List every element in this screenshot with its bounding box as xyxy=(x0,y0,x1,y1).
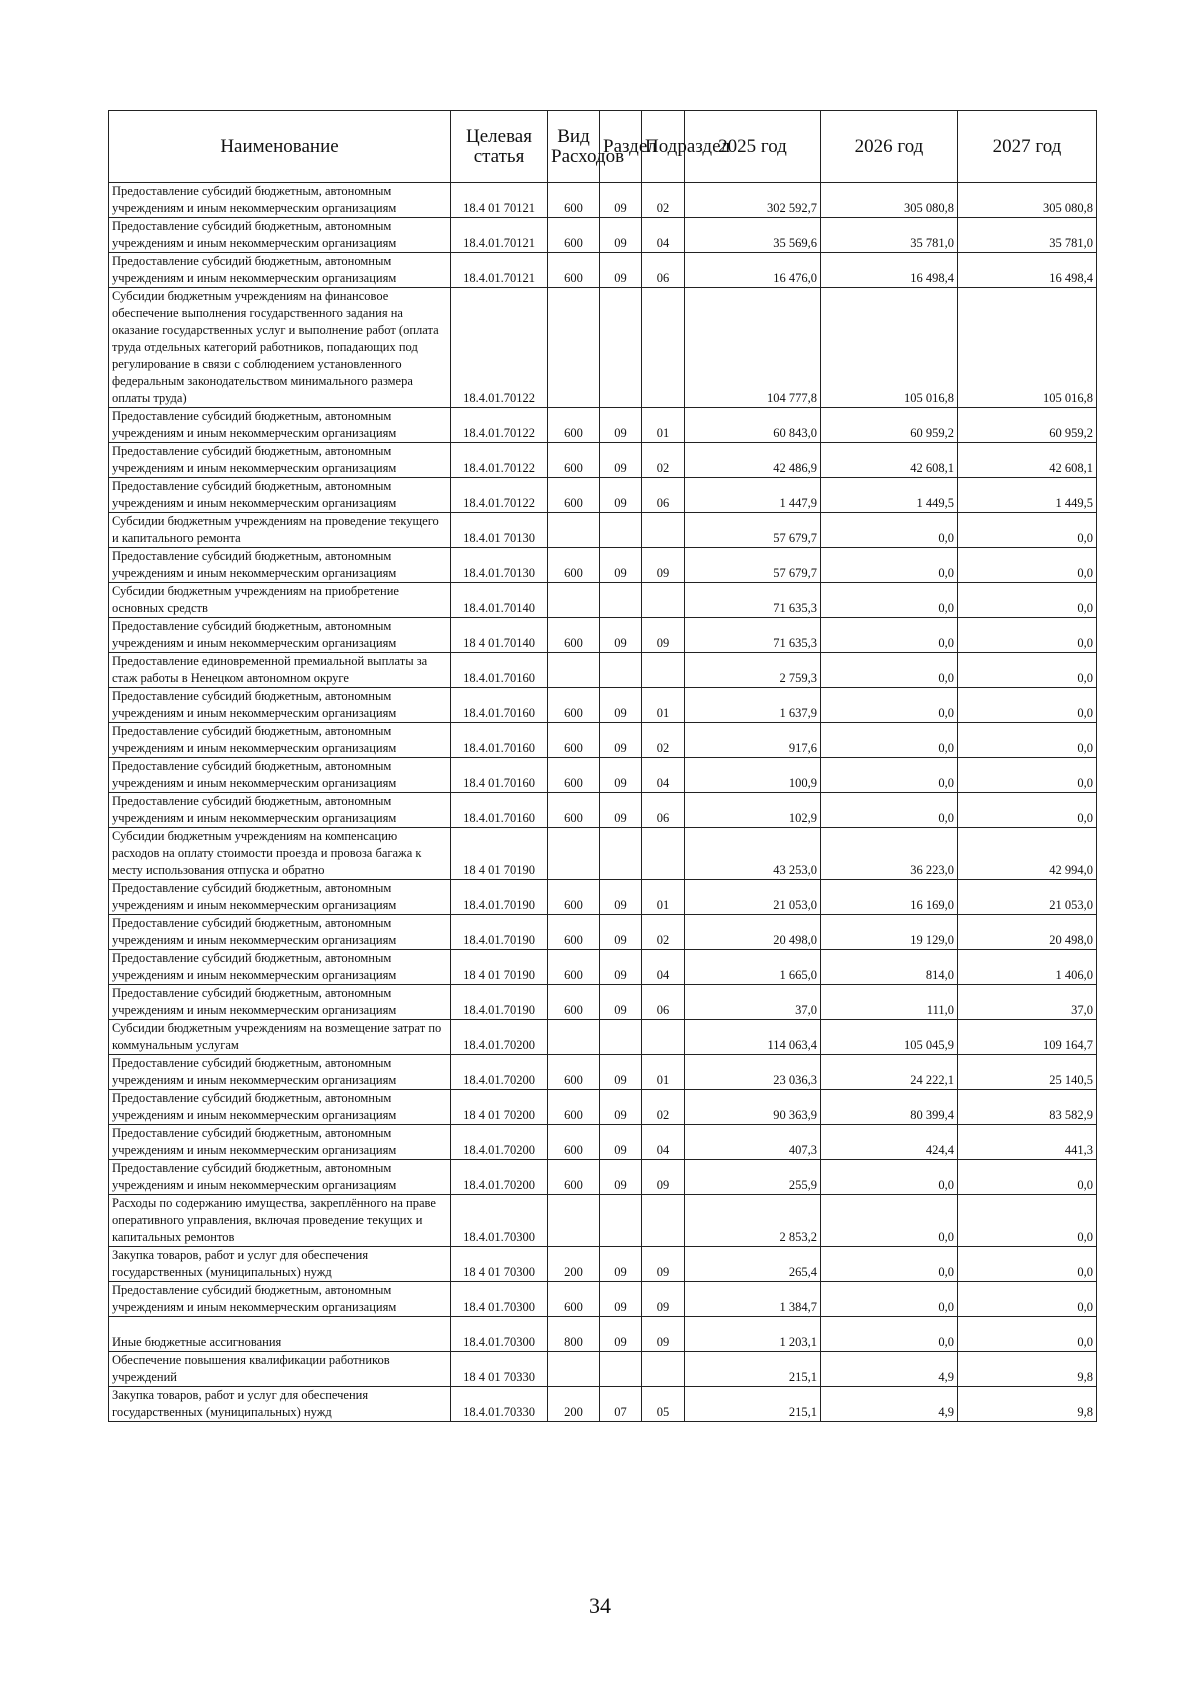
row-amount-2026: 0,0 xyxy=(821,548,958,583)
row-subsection: 05 xyxy=(642,1387,685,1422)
row-expense-type: 600 xyxy=(548,183,600,218)
row-amount-2026: 0,0 xyxy=(821,1195,958,1247)
row-amount-2026: 42 608,1 xyxy=(821,443,958,478)
row-amount-2025: 20 498,0 xyxy=(685,915,821,950)
row-name: Субсидии бюджетным учреждениям на финансовое обеспечение выполнения государственного задания на оказание государственных услуг и выполнение работ (оплата труда отдельных категорий работников, попадающих под регулирование в связи с соблюдением установленного федеральным законодательством минимального размера оплаты труда) xyxy=(109,288,451,408)
row-amount-2025: 42 486,9 xyxy=(685,443,821,478)
row-target-article: 18.4.01.70160 xyxy=(451,653,548,688)
row-amount-2027: 9,8 xyxy=(958,1387,1097,1422)
row-target-article: 18.4.01.70190 xyxy=(451,915,548,950)
row-target-article: 18.4.01 70130 xyxy=(451,513,548,548)
row-expense-type xyxy=(548,1195,600,1247)
row-name: Предоставление субсидий бюджетным, автономным учреждениям и иным некоммерческим организациям xyxy=(109,183,451,218)
row-name: Предоставление субсидий бюджетным, автономным учреждениям и иным некоммерческим организациям xyxy=(109,1160,451,1195)
row-name: Предоставление субсидий бюджетным, автономным учреждениям и иным некоммерческим организациям xyxy=(109,1125,451,1160)
row-target-article: 18.4.01.70190 xyxy=(451,880,548,915)
row-amount-2025: 43 253,0 xyxy=(685,828,821,880)
row-section: 09 xyxy=(600,1282,642,1317)
row-target-article: 18.4.01.70122 xyxy=(451,288,548,408)
row-name: Предоставление субсидий бюджетным, автономным учреждениям и иным некоммерческим организациям xyxy=(109,478,451,513)
row-amount-2026: 814,0 xyxy=(821,950,958,985)
table-row xyxy=(109,253,1097,288)
table-row xyxy=(109,478,1097,513)
row-amount-2025: 2 759,3 xyxy=(685,653,821,688)
row-target-article: 18.4 01.70300 xyxy=(451,1282,548,1317)
row-amount-2026: 16 498,4 xyxy=(821,253,958,288)
row-amount-2026: 0,0 xyxy=(821,793,958,828)
table-row xyxy=(109,828,1097,880)
row-name: Предоставление субсидий бюджетным, автономным учреждениям и иным некоммерческим организациям xyxy=(109,1090,451,1125)
row-target-article: 18 4 01 70190 xyxy=(451,950,548,985)
row-subsection: 01 xyxy=(642,880,685,915)
row-amount-2026: 4,9 xyxy=(821,1387,958,1422)
table-row xyxy=(109,723,1097,758)
row-amount-2027: 83 582,9 xyxy=(958,1090,1097,1125)
row-expense-type: 600 xyxy=(548,1125,600,1160)
row-amount-2026: 424,4 xyxy=(821,1125,958,1160)
header-year-2025: 2025 год xyxy=(685,111,821,183)
row-amount-2026: 0,0 xyxy=(821,688,958,723)
row-amount-2027: 25 140,5 xyxy=(958,1055,1097,1090)
row-target-article: 18.4.01.70122 xyxy=(451,408,548,443)
row-name: Обеспечение повышения квалификации работников учреждений xyxy=(109,1352,451,1387)
row-name: Субсидии бюджетным учреждениям на возмещение затрат по коммунальным услугам xyxy=(109,1020,451,1055)
table-row xyxy=(109,288,1097,408)
row-expense-type: 600 xyxy=(548,688,600,723)
row-name: Предоставление субсидий бюджетным, автономным учреждениям и иным некоммерческим организациям xyxy=(109,793,451,828)
row-name: Предоставление субсидий бюджетным, автономным учреждениям и иным некоммерческим организациям xyxy=(109,950,451,985)
row-section: 09 xyxy=(600,1090,642,1125)
row-target-article: 18 4 01 70190 xyxy=(451,828,548,880)
row-amount-2027: 9,8 xyxy=(958,1352,1097,1387)
row-amount-2026: 60 959,2 xyxy=(821,408,958,443)
row-name: Предоставление субсидий бюджетным, автономным учреждениям и иным некоммерческим организациям xyxy=(109,548,451,583)
row-section: 09 xyxy=(600,1125,642,1160)
row-target-article: 18.4.01.70160 xyxy=(451,688,548,723)
row-expense-type: 600 xyxy=(548,1160,600,1195)
row-amount-2027: 1 449,5 xyxy=(958,478,1097,513)
row-name: Расходы по содержанию имущества, закреплённого на праве оперативного управления, включая проведение текущих и капитальных ремонтов xyxy=(109,1195,451,1247)
row-target-article: 18.4.01.70200 xyxy=(451,1160,548,1195)
row-amount-2027: 441,3 xyxy=(958,1125,1097,1160)
row-amount-2025: 302 592,7 xyxy=(685,183,821,218)
table-row xyxy=(109,880,1097,915)
row-expense-type xyxy=(548,828,600,880)
row-name: Предоставление субсидий бюджетным, автономным учреждениям и иным некоммерческим организациям xyxy=(109,915,451,950)
row-subsection: 09 xyxy=(642,618,685,653)
header-expense-type: Вид Расходов xyxy=(548,111,600,183)
row-section: 09 xyxy=(600,443,642,478)
row-section: 09 xyxy=(600,218,642,253)
row-amount-2025: 1 384,7 xyxy=(685,1282,821,1317)
row-amount-2027: 0,0 xyxy=(958,1195,1097,1247)
row-section: 09 xyxy=(600,950,642,985)
row-amount-2027: 37,0 xyxy=(958,985,1097,1020)
row-section: 09 xyxy=(600,758,642,793)
row-target-article: 18.4.01.70190 xyxy=(451,985,548,1020)
row-target-article: 18.4.01.70200 xyxy=(451,1125,548,1160)
row-expense-type: 600 xyxy=(548,408,600,443)
row-expense-type xyxy=(548,653,600,688)
row-name: Закупка товаров, работ и услуг для обеспечения государственных (муниципальных) нужд xyxy=(109,1387,451,1422)
row-expense-type: 600 xyxy=(548,1055,600,1090)
row-expense-type xyxy=(548,513,600,548)
table-row xyxy=(109,653,1097,688)
row-amount-2026: 0,0 xyxy=(821,513,958,548)
row-section: 09 xyxy=(600,478,642,513)
row-target-article: 18.4.01.70160 xyxy=(451,723,548,758)
row-name: Предоставление субсидий бюджетным, автономным учреждениям и иным некоммерческим организациям xyxy=(109,688,451,723)
row-name: Предоставление субсидий бюджетным, автономным учреждениям и иным некоммерческим организациям xyxy=(109,253,451,288)
row-amount-2027: 109 164,7 xyxy=(958,1020,1097,1055)
row-expense-type xyxy=(548,1020,600,1055)
table-row xyxy=(109,950,1097,985)
row-name: Предоставление единовременной премиальной выплаты за стаж работы в Ненецком автономном округе xyxy=(109,653,451,688)
row-subsection xyxy=(642,1352,685,1387)
row-amount-2027: 0,0 xyxy=(958,1317,1097,1352)
row-expense-type: 600 xyxy=(548,793,600,828)
row-amount-2026: 0,0 xyxy=(821,1247,958,1282)
row-amount-2027: 16 498,4 xyxy=(958,253,1097,288)
row-name: Предоставление субсидий бюджетным, автономным учреждениям и иным некоммерческим организациям xyxy=(109,758,451,793)
row-amount-2027: 105 016,8 xyxy=(958,288,1097,408)
row-amount-2027: 42 994,0 xyxy=(958,828,1097,880)
row-expense-type: 600 xyxy=(548,618,600,653)
row-name: Закупка товаров, работ и услуг для обеспечения государственных (муниципальных) нужд xyxy=(109,1247,451,1282)
table-row xyxy=(109,583,1097,618)
row-amount-2026: 111,0 xyxy=(821,985,958,1020)
row-subsection: 06 xyxy=(642,253,685,288)
table-row xyxy=(109,758,1097,793)
row-expense-type: 200 xyxy=(548,1247,600,1282)
row-amount-2025: 2 853,2 xyxy=(685,1195,821,1247)
header-row xyxy=(109,111,1097,183)
row-target-article: 18.4 01.70160 xyxy=(451,758,548,793)
row-subsection xyxy=(642,653,685,688)
table-row xyxy=(109,513,1097,548)
row-subsection: 02 xyxy=(642,443,685,478)
header-target-article: Целевая статья xyxy=(451,111,548,183)
row-target-article: 18 4 01 70200 xyxy=(451,1090,548,1125)
table-row xyxy=(109,218,1097,253)
row-expense-type: 600 xyxy=(548,548,600,583)
row-amount-2025: 100,9 xyxy=(685,758,821,793)
row-amount-2025: 23 036,3 xyxy=(685,1055,821,1090)
row-section xyxy=(600,288,642,408)
row-subsection: 02 xyxy=(642,183,685,218)
row-name: Предоставление субсидий бюджетным, автономным учреждениям и иным некоммерческим организациям xyxy=(109,618,451,653)
row-amount-2027: 60 959,2 xyxy=(958,408,1097,443)
row-amount-2025: 71 635,3 xyxy=(685,583,821,618)
table-row xyxy=(109,548,1097,583)
table-row xyxy=(109,618,1097,653)
row-subsection: 06 xyxy=(642,478,685,513)
row-amount-2025: 1 637,9 xyxy=(685,688,821,723)
row-amount-2026: 0,0 xyxy=(821,758,958,793)
table-row xyxy=(109,1020,1097,1055)
row-subsection: 06 xyxy=(642,985,685,1020)
row-section: 09 xyxy=(600,688,642,723)
row-expense-type: 600 xyxy=(548,880,600,915)
row-section: 09 xyxy=(600,880,642,915)
row-amount-2026: 0,0 xyxy=(821,653,958,688)
row-name: Субсидии бюджетным учреждениям на приобретение основных средств xyxy=(109,583,451,618)
budget-table xyxy=(108,110,1097,1422)
header-section: Раздел xyxy=(600,111,642,183)
table-row xyxy=(109,688,1097,723)
row-section: 09 xyxy=(600,1055,642,1090)
row-amount-2025: 1 203,1 xyxy=(685,1317,821,1352)
row-amount-2026: 35 781,0 xyxy=(821,218,958,253)
row-target-article: 18.4.01.70121 xyxy=(451,218,548,253)
row-name: Субсидии бюджетным учреждениям на компенсацию расходов на оплату стоимости проезда и провоза багажа к месту использования отпуска и обратно xyxy=(109,828,451,880)
row-amount-2025: 35 569,6 xyxy=(685,218,821,253)
row-subsection xyxy=(642,583,685,618)
row-amount-2025: 104 777,8 xyxy=(685,288,821,408)
row-amount-2027: 0,0 xyxy=(958,1160,1097,1195)
row-amount-2027: 21 053,0 xyxy=(958,880,1097,915)
row-name: Субсидии бюджетным учреждениям на проведение текущего и капитального ремонта xyxy=(109,513,451,548)
row-expense-type: 600 xyxy=(548,723,600,758)
row-amount-2025: 1 665,0 xyxy=(685,950,821,985)
table-row xyxy=(109,793,1097,828)
row-target-article: 18 4 01 70300 xyxy=(451,1247,548,1282)
row-amount-2027: 35 781,0 xyxy=(958,218,1097,253)
row-target-article: 18.4.01.70200 xyxy=(451,1055,548,1090)
row-name: Предоставление субсидий бюджетным, автономным учреждениям и иным некоммерческим организациям xyxy=(109,1282,451,1317)
row-subsection: 04 xyxy=(642,1125,685,1160)
row-amount-2027: 0,0 xyxy=(958,653,1097,688)
row-subsection xyxy=(642,288,685,408)
header-year-2027: 2027 год xyxy=(958,111,1097,183)
row-expense-type: 800 xyxy=(548,1317,600,1352)
row-section: 09 xyxy=(600,985,642,1020)
row-subsection xyxy=(642,828,685,880)
row-name: Предоставление субсидий бюджетным, автономным учреждениям и иным некоммерческим организациям xyxy=(109,985,451,1020)
row-section xyxy=(600,513,642,548)
row-subsection: 02 xyxy=(642,915,685,950)
row-subsection xyxy=(642,1195,685,1247)
row-amount-2027: 0,0 xyxy=(958,793,1097,828)
row-amount-2026: 0,0 xyxy=(821,1160,958,1195)
row-amount-2025: 215,1 xyxy=(685,1352,821,1387)
row-target-article: 18.4.01.70122 xyxy=(451,443,548,478)
row-amount-2026: 0,0 xyxy=(821,723,958,758)
row-target-article: 18.4.01.70200 xyxy=(451,1020,548,1055)
row-expense-type: 600 xyxy=(548,950,600,985)
row-subsection: 01 xyxy=(642,408,685,443)
row-section xyxy=(600,583,642,618)
row-amount-2026: 105 045,9 xyxy=(821,1020,958,1055)
row-amount-2027: 0,0 xyxy=(958,688,1097,723)
table-row xyxy=(109,985,1097,1020)
row-target-article: 18 4 01 70330 xyxy=(451,1352,548,1387)
row-target-article: 18.4.01.70330 xyxy=(451,1387,548,1422)
row-section: 09 xyxy=(600,1160,642,1195)
row-subsection: 02 xyxy=(642,1090,685,1125)
row-amount-2026: 0,0 xyxy=(821,583,958,618)
row-amount-2027: 305 080,8 xyxy=(958,183,1097,218)
row-amount-2027: 42 608,1 xyxy=(958,443,1097,478)
row-amount-2025: 16 476,0 xyxy=(685,253,821,288)
table-row xyxy=(109,915,1097,950)
row-amount-2026: 24 222,1 xyxy=(821,1055,958,1090)
row-expense-type: 600 xyxy=(548,443,600,478)
table-row xyxy=(109,1352,1097,1387)
row-target-article: 18.4.01.70300 xyxy=(451,1195,548,1247)
row-amount-2026: 305 080,8 xyxy=(821,183,958,218)
row-section: 09 xyxy=(600,408,642,443)
row-name: Предоставление субсидий бюджетным, автономным учреждениям и иным некоммерческим организациям xyxy=(109,443,451,478)
row-section xyxy=(600,1352,642,1387)
table-row xyxy=(109,443,1097,478)
row-section: 09 xyxy=(600,183,642,218)
table-row xyxy=(109,1282,1097,1317)
row-amount-2027: 0,0 xyxy=(958,1282,1097,1317)
row-amount-2026: 1 449,5 xyxy=(821,478,958,513)
page-number: 34 xyxy=(589,1593,611,1618)
row-amount-2025: 265,4 xyxy=(685,1247,821,1282)
row-amount-2025: 57 679,7 xyxy=(685,548,821,583)
row-amount-2025: 917,6 xyxy=(685,723,821,758)
row-name: Предоставление субсидий бюджетным, автономным учреждениям и иным некоммерческим организациям xyxy=(109,218,451,253)
table-row xyxy=(109,1247,1097,1282)
row-amount-2026: 19 129,0 xyxy=(821,915,958,950)
row-subsection: 09 xyxy=(642,1160,685,1195)
row-subsection: 02 xyxy=(642,723,685,758)
row-expense-type: 600 xyxy=(548,478,600,513)
row-amount-2026: 105 016,8 xyxy=(821,288,958,408)
table-row xyxy=(109,1160,1097,1195)
row-target-article: 18.4.01.70122 xyxy=(451,478,548,513)
row-expense-type: 600 xyxy=(548,1090,600,1125)
header-year-2026: 2026 год xyxy=(821,111,958,183)
row-subsection xyxy=(642,513,685,548)
row-amount-2026: 0,0 xyxy=(821,1282,958,1317)
row-amount-2027: 0,0 xyxy=(958,723,1097,758)
row-amount-2027: 20 498,0 xyxy=(958,915,1097,950)
row-subsection: 04 xyxy=(642,758,685,793)
row-name: Предоставление субсидий бюджетным, автономным учреждениям и иным некоммерческим организациям xyxy=(109,1055,451,1090)
row-amount-2025: 102,9 xyxy=(685,793,821,828)
row-subsection: 04 xyxy=(642,950,685,985)
row-expense-type: 600 xyxy=(548,985,600,1020)
row-amount-2025: 215,1 xyxy=(685,1387,821,1422)
row-target-article: 18.4 01 70121 xyxy=(451,183,548,218)
row-target-article: 18.4.01.70160 xyxy=(451,793,548,828)
row-section: 09 xyxy=(600,548,642,583)
row-amount-2027: 0,0 xyxy=(958,583,1097,618)
row-target-article: 18.4.01.70121 xyxy=(451,253,548,288)
row-section: 09 xyxy=(600,253,642,288)
row-expense-type: 600 xyxy=(548,915,600,950)
row-name: Предоставление субсидий бюджетным, автономным учреждениям и иным некоммерческим организациям xyxy=(109,408,451,443)
row-subsection: 09 xyxy=(642,548,685,583)
row-expense-type: 600 xyxy=(548,1282,600,1317)
row-section xyxy=(600,653,642,688)
row-subsection: 09 xyxy=(642,1247,685,1282)
table-row xyxy=(109,1090,1097,1125)
row-section xyxy=(600,1195,642,1247)
row-amount-2025: 21 053,0 xyxy=(685,880,821,915)
row-name: Предоставление субсидий бюджетным, автономным учреждениям и иным некоммерческим организациям xyxy=(109,880,451,915)
table-row xyxy=(109,408,1097,443)
row-amount-2026: 36 223,0 xyxy=(821,828,958,880)
row-subsection: 09 xyxy=(642,1317,685,1352)
row-subsection: 06 xyxy=(642,793,685,828)
row-amount-2025: 60 843,0 xyxy=(685,408,821,443)
row-subsection: 01 xyxy=(642,1055,685,1090)
row-amount-2025: 90 363,9 xyxy=(685,1090,821,1125)
row-expense-type: 200 xyxy=(548,1387,600,1422)
row-target-article: 18.4.01.70300 xyxy=(451,1317,548,1352)
row-expense-type xyxy=(548,583,600,618)
row-section: 09 xyxy=(600,1317,642,1352)
row-section: 09 xyxy=(600,915,642,950)
row-amount-2026: 4,9 xyxy=(821,1352,958,1387)
row-amount-2026: 16 169,0 xyxy=(821,880,958,915)
row-amount-2025: 1 447,9 xyxy=(685,478,821,513)
row-amount-2025: 57 679,7 xyxy=(685,513,821,548)
row-target-article: 18.4.01.70140 xyxy=(451,583,548,618)
row-name: Предоставление субсидий бюджетным, автономным учреждениям и иным некоммерческим организациям xyxy=(109,723,451,758)
row-amount-2025: 114 063,4 xyxy=(685,1020,821,1055)
row-section: 09 xyxy=(600,723,642,758)
row-section xyxy=(600,828,642,880)
row-expense-type xyxy=(548,288,600,408)
row-expense-type: 600 xyxy=(548,218,600,253)
row-section xyxy=(600,1020,642,1055)
row-expense-type xyxy=(548,1352,600,1387)
row-amount-2027: 0,0 xyxy=(958,1247,1097,1282)
table-row xyxy=(109,1195,1097,1247)
row-section: 09 xyxy=(600,618,642,653)
row-expense-type: 600 xyxy=(548,253,600,288)
row-amount-2027: 0,0 xyxy=(958,513,1097,548)
header-subsection: Подраздел xyxy=(642,111,685,183)
row-subsection: 09 xyxy=(642,1282,685,1317)
row-amount-2027: 0,0 xyxy=(958,548,1097,583)
row-section: 09 xyxy=(600,793,642,828)
table-row xyxy=(109,183,1097,218)
row-amount-2026: 80 399,4 xyxy=(821,1090,958,1125)
table-row xyxy=(109,1317,1097,1352)
row-target-article: 18 4 01.70140 xyxy=(451,618,548,653)
row-section: 07 xyxy=(600,1387,642,1422)
row-target-article: 18.4.01.70130 xyxy=(451,548,548,583)
row-expense-type: 600 xyxy=(548,758,600,793)
row-amount-2026: 0,0 xyxy=(821,618,958,653)
row-amount-2025: 407,3 xyxy=(685,1125,821,1160)
table-row xyxy=(109,1387,1097,1422)
row-amount-2026: 0,0 xyxy=(821,1317,958,1352)
row-subsection: 04 xyxy=(642,218,685,253)
row-amount-2027: 1 406,0 xyxy=(958,950,1097,985)
row-amount-2025: 37,0 xyxy=(685,985,821,1020)
row-name: Иные бюджетные ассигнования xyxy=(109,1317,451,1352)
table-row xyxy=(109,1125,1097,1160)
row-amount-2027: 0,0 xyxy=(958,618,1097,653)
row-subsection: 01 xyxy=(642,688,685,723)
row-amount-2025: 255,9 xyxy=(685,1160,821,1195)
row-section: 09 xyxy=(600,1247,642,1282)
row-subsection xyxy=(642,1020,685,1055)
header-name: Наименование xyxy=(109,111,451,183)
table-row xyxy=(109,1055,1097,1090)
row-amount-2027: 0,0 xyxy=(958,758,1097,793)
row-amount-2025: 71 635,3 xyxy=(685,618,821,653)
